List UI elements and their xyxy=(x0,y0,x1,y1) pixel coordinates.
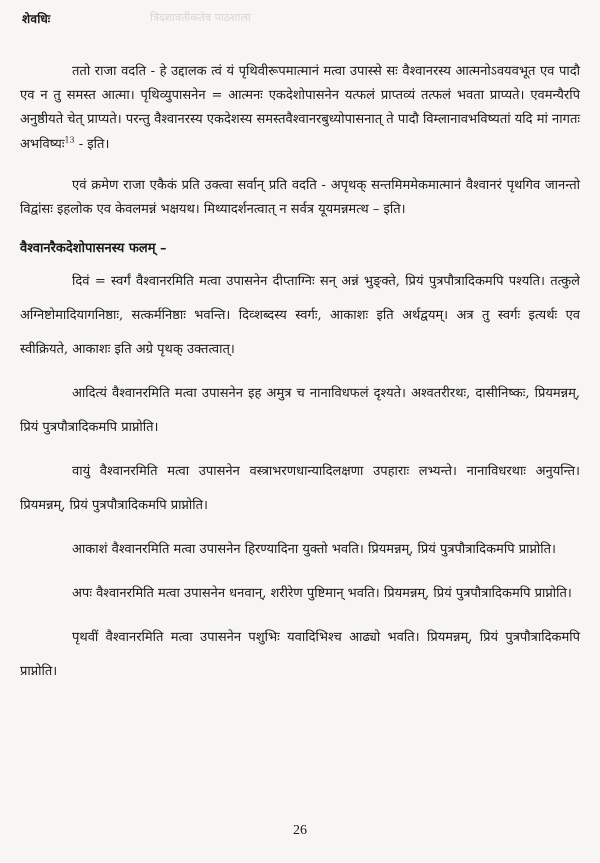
paragraph-text: ततो राजा वदति - हे उद्दालक त्वं यं पृथिवीरूपमात्मानं मत्वा उपास्से सः वैश्वानरस्य आत्मनोऽवयवभूत एव पादौ एव न तु समस्त आत्मा। पृथिव्युपासनेन = आत्मनः एकदेशोपासनेन यत्फलं प्राप्तव्यं तत्फलं भवता प्राप्यते। एवमन्यैरपि अनुष्ठीयते चेत् प्राप्यते। परन्तु वैश्वानरस्य एकदेशस्य समस्तवैश्वानरबुध्योपासनात् ते पादौ विम्लानावभविष्यतां यदि मां नागतः अभविष्यः xyxy=(20,64,580,152)
running-head: शेवधिः xyxy=(22,12,51,26)
paragraph: दिवं = स्वर्गं वैश्वानरमिति मत्वा उपासनेन दीप्ताग्निः सन् अन्नं भुङ्क्ते, प्रियं पुत्रपौत्रादिकमपि पश्यति। तत्कुले अग्निष्टोमादियागनिष्ठाः, सत्कर्मनिष्ठाः भवन्ति। दिव्शब्दस्य स्वर्गः, आकाशः इति अर्थद्वयम्। अत्र तु स्वर्गः इत्यर्थः एव स्वीक्रियते, आकाशः इति अग्रे पृथक् उक्तत्वात्। xyxy=(20,274,580,358)
section-heading: वैश्वानरैकदेशोपासनस्य फलम् – xyxy=(20,241,167,257)
show-through-text: त्रिदशावतीकतेव पाठशाला xyxy=(150,11,251,24)
page-number: 26 xyxy=(293,823,307,838)
paragraph-tail: - इति। xyxy=(74,136,110,152)
paragraph xyxy=(20,60,580,157)
paragraph: वायुं वैश्वानरमिति मत्वा उपासनेन वस्त्राभरणधान्यादिलक्षणा उपहाराः लभ्यन्ते। नानाविधरथाः अनुयन्ति। प्रियमन्नम्, प्रियं पुत्रपौत्रादिकमपि प्राप्नोति। xyxy=(20,464,580,514)
paragraph: पृथवीं वैश्वानरमिति मत्वा उपासनेन पशुभिः यवादिभिश्च आढ्यो भवति। प्रियमन्नम्, प्रियं पुत्रपौत्रादिकमपि प्राप्नोति। xyxy=(20,630,580,680)
paragraph: आकाशं वैश्वानरमिति मत्वा उपासनेन हिरण्यादिना युक्तो भवति। प्रियमन्नम्, प्रियं पुत्रपौत्रादिकमपि प्राप्नोति। xyxy=(72,542,556,558)
paragraph: एवं क्रमेण राजा एकैकं प्रति उक्त्वा सर्वान् प्रति वदति - अपृथक् सन्तमिममेकमात्मानं वैश्वानरं पृथगिव जानन्तो विद्वांसः इहलोक एव केवलमन्नं भक्षयथ। मिथ्यादर्शनत्वात् न सर्वत्र यूयमन्नमत्थ – इति। xyxy=(20,177,580,218)
page-body xyxy=(20,60,580,689)
footnote-ref: 13 xyxy=(64,135,75,145)
paragraph: अपः वैश्वानरमिति मत्वा उपासनेन धनवान्, शरीरेण पुष्टिमान् भवति। प्रियमन्नम्, प्रियं पुत्रपौत्रादिकमपि प्राप्नोति। xyxy=(72,586,572,602)
paragraph: आदित्यं वैश्वानरमिति मत्वा उपासनेन इह अमुत्र च नानाविधफलं दृश्यते। अश्वतरीरथः, दासीनिष्कः, प्रियमन्नम्, प्रियं पुत्रपौत्रादिकमपि प्राप्नोति। xyxy=(20,386,580,436)
